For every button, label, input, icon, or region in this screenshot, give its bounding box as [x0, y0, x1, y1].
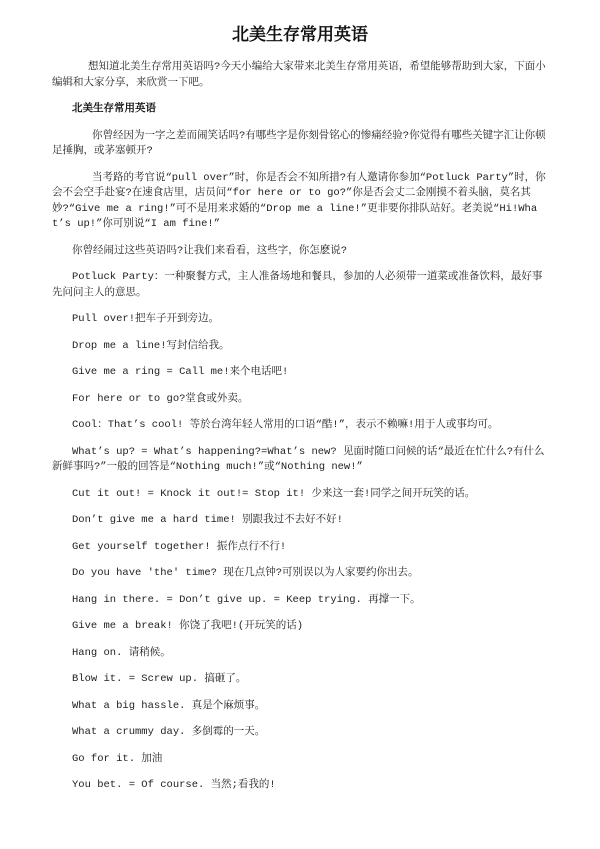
phrase-entry: Potluck Party：一种聚餐方式，主人准备场地和餐具，参加的人必须带一道菜或准备饮料，最好事先问问主人的意思。	[52, 271, 543, 299]
phrase-entry: Give me a break! 你饶了我吧!(开玩笑的话)	[72, 620, 304, 632]
document-title: 北美生存常用英语	[232, 25, 368, 44]
phrase-entry: Don’t give me a hard time! 别跟我过不去好不好!	[72, 514, 343, 526]
phrase-entry: Get yourself together! 振作点行不行!	[72, 540, 287, 553]
phrase-entry: Hang on. 请稍候。	[72, 646, 171, 659]
phrase-entry: Drop me a line!写封信给我。	[72, 339, 230, 352]
transition-paragraph: 你曾经闹过这些英语吗?让我们来看看，这些字，你怎麽说?	[72, 244, 348, 257]
phrase-entry: What a crummy day. 多倒霉的一天。	[72, 726, 266, 738]
opening-question-paragraph: 你曾经因为一字之差而闹笑话吗?有哪些字是你刻骨铭心的惨痛经验?你觉得有哪些关键字汇让你顿足捶胸，或茅塞顿开?	[52, 129, 546, 157]
phrase-entry: Go for it. 加油	[72, 752, 163, 765]
examples-paragraph: 当考路的考官说“pull over”时，你是否会不知所措?有人邀请你参加“Potluck Party”时，你会不会空手赴宴?在速食店里，店员问“for here or to go?”你是否会丈二金刚摸不着头脑，莫名其妙?“Give me a ring!”可不是用来求婚的“Drop me a line!”更非要你排队站好。老美说“Hi!What’s up!”你可别说“I am fine!”	[52, 171, 546, 230]
document-page	[52, 0, 548, 805]
section-heading: 北美生存常用英语	[72, 103, 156, 115]
phrase-entry: Cool：That’s cool! 等於台湾年轻人常用的口语“酷!”，表示不赖嘛!用于人或事均可。	[72, 419, 499, 431]
phrase-entry: Blow it. = Screw up. 搞砸了。	[72, 673, 247, 685]
phrase-entry: You bet. = Of course. 当然;看我的!	[72, 779, 276, 791]
phrase-entry: Do you have 'the' time? 现在几点钟?可别误以为人家要约你出去。	[72, 567, 419, 579]
phrase-entry: What’s up? = What’s happening?=What’s new? 见面时随口问候的话“最近在忙什么?有什么新鲜事吗?”一般的回答是“Nothing much!”或“Nothing new!”	[52, 445, 545, 473]
phrase-entry: What a big hassle. 真是个麻烦事。	[72, 699, 266, 712]
phrase-entry: Hang in there. = Don’t give up. = Keep trying. 再撑一下。	[72, 593, 421, 606]
phrase-entry: Pull over!把车子开到旁边。	[72, 313, 220, 325]
phrase-entry: For here or to go?堂食或外卖。	[72, 392, 249, 405]
phrase-entry: Cut it out! = Knock it out!= Stop it! 少来这一套!同学之间开玩笑的话。	[72, 487, 476, 500]
intro-paragraph: 想知道北美生存常用英语吗?今天小编给大家带来北美生存常用英语，希望能够帮助到大家，下面小编辑和大家分享，来欣赏一下吧。	[52, 61, 546, 89]
phrase-entry: Give me a ring = Call me!来个电话吧!	[72, 366, 289, 378]
